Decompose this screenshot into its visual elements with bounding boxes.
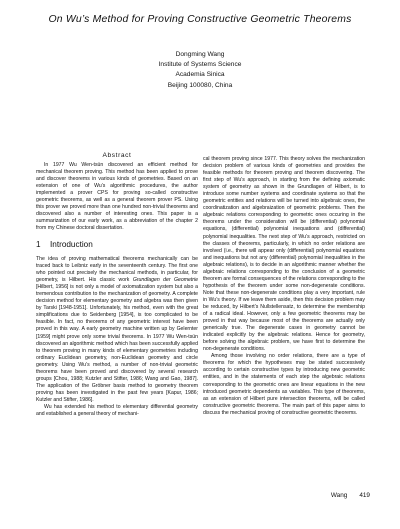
right-column-text — [203, 156, 365, 417]
page-number: 419 — [359, 492, 370, 499]
abstract-heading: Abstract — [102, 152, 132, 159]
page-footer — [319, 492, 370, 499]
section-heading — [36, 240, 93, 249]
intro-paragraph-1-part-b: [Hilbert, 1956] is not only a model of axiomatization system but also a tremendous contribution to the mechanization of geometry. A complete decision method for elementary geometry and algebra was then given by Tarski [1948-1951]. Unfortunately, his method, even with the great simplifications due to Seidenberg [1954], is too complicated to be feasible. In fact, no theorems of any geometric interest have been proved in this way. A early geometry machine written up by Gelernter [1959] might prove only some trivial theorems. In 1977 Wu Wen-tsün discovered an algorithmic method which has been successfully applied to theorem proving in many kinds of elementary geometries including ordinary Euclidean geometry, non-Euclidean geometry and circle geometry. Using Wu’s method, a number of non-trivial geometric theorems have been proved and discovered by several research groups [Chou, 1988; Kutzler and Stifter, 1986; Wang and Gao, 1987]. The application of the Gröbner basis method to geometry theorem proving has been investigated in the past few years [Kapur, 1986; Kutzler and Stifter, 1986]. — [36, 284, 198, 403]
paper-title: On Wu’s Method for Proving Constructive Geometric Theorems — [48, 14, 352, 25]
right-paragraph-1: cal theorem proving since 1977. This theory solves the mechanization decision problem of various kinds of geometries and provides the feasible methods for theorem proving and theorem discovering. The first step of Wu’s approach, in starting from the defining axiomatic system of geometry as shown in the Grundlagen of Hilbert, is to introduce some number systems and coordinate systems so that the geometric entities and relations will be turned into algebraic ones, the coordinatization and algebraization of geometric problems. Then the algebraic relations corresponding to geometric ones occuring in the theorems under the consideration will be (differential) polynomial equations, (differential) polynomial inequations and (differential) polynomial inequalities. The next step of Wu’s approach, restricted on the classes of theorems, particularly, in which no order relations are involved (i.e., there will appear only (differential) polynomial equations and inequations but not any (differential) polynomial inequalities in the algebraic relations), is to decide in an algorithmic manner whether the algebraic relations corresponding to the conclusion of a geometric theorem are formal consequences of the relations corresponding to the hypothesis of the theorem under some non-degenerate conditions. Note that these non-degenerate conditions play a very important, rule in Wu’s theory. If we leave them aside, then this decision problem may be reduced, by Hilbert’s Nullstellensatz, to determine the membership of a radical ideal. However, only a few geometric theorems may be proved in that way because most of the theorems are actually only generically true. The degenerate cases in geometry cannot be indicated explicitly by the algebraic relations. Hence for geometry, before solving the algebraic problem, we have first to determine the non-degenerate conditions. — [203, 156, 365, 353]
affiliation-line-2: Academia Sinica — [175, 71, 225, 79]
intro-paragraph-1 — [36, 256, 198, 404]
section-number: 1 — [36, 240, 41, 249]
intro-paragraph-2: Wu has extended his method to elementary differential geometry and established a general theory of mechani- — [36, 403, 198, 418]
abstract-paragraph: In 1977 Wu Wen-tsün discovered an efficient method for mechanical theorem proving. This method has been applied to prove and discover theorems in various kinds of geometries. Based on an extension of one of Wu’s algorithmic procedures, the author implemented a prover CPS for proving so-called constructive geometric theorems, as well as a general theorem prover PS. Using this prover we proved more than one hundred non-trivial theorems and discovered also a number of interesting ones. This paper is a summarization of our early work, as a abbreviation of the chapter 2 from my Chinese doctoral dissertation. — [36, 162, 198, 232]
abstract-text — [36, 162, 198, 232]
right-paragraph-2: Among those involving no order relations, there are a type of theorems for which the hypotheses may be stated successively according to certain constructive types by introducing new geometric entities, and in the statements of each step the algebraic relations corresponding to the geometric ones are linear equations in the new introduced geometric dependents as variables. This type of theorems, as an extension of Hilbert pure intersection theorems, will be called constructive geometric theorems. The main part of this paper aims to discuss the mechanical proving of constructive geometric theorems. — [203, 353, 365, 416]
intro-paragraph-1-part-a: The idea of proving mathematical theorems mechanically can be traced back to Leibniz early in the seventeenth century. The first one who pointed out precisely the mechanical methods, in particular, for geometry, is Hilbert. His classic work — [36, 256, 198, 284]
introduction-text — [36, 256, 198, 418]
footer-author: Wang — [330, 492, 348, 499]
affiliation-line-3: Beijing 100080, China — [167, 81, 233, 89]
author-name: Dongming Wang — [175, 51, 225, 58]
section-title: Introduction — [50, 240, 93, 249]
author-block — [100, 50, 300, 91]
affiliation-line-1: Institute of Systems Science — [158, 61, 242, 69]
book-title: Grundlagen der Geometrie — [132, 277, 198, 284]
